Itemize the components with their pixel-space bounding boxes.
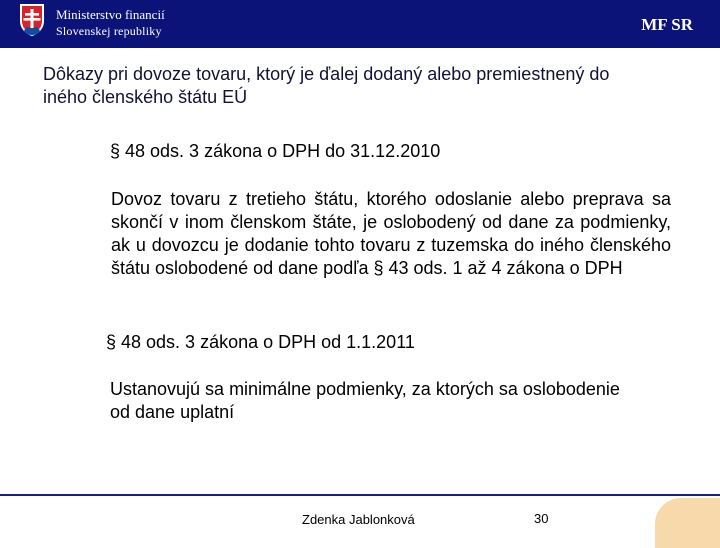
footer-corner-decoration: [655, 498, 720, 548]
header-bar: [0, 0, 720, 48]
slide-title: Dôkazy pri dovoze tovaru, ktorý je ďalej dodaný alebo premiestnený do iného členského štátu EÚ: [43, 64, 610, 107]
slovak-coat-of-arms-icon: [18, 3, 46, 37]
section-heading-from-2011: § 48 ods. 3 zákona o DPH od 1.1.2011: [106, 332, 415, 352]
footer-divider: [0, 494, 720, 496]
ministry-abbreviation: MF SR: [641, 15, 693, 34]
ministry-name: [56, 6, 165, 40]
footer-author: Zdenka Jablonková: [302, 512, 415, 527]
section-text-from-2011: Ustanovujú sa minimálne podmienky, za ktorých sa oslobodenie od dane uplatní: [110, 379, 620, 422]
section-heading-until-2010: § 48 ods. 3 zákona o DPH do 31.12.2010: [110, 141, 441, 161]
section-text-until-2010: Dovoz tovaru z tretieho štátu, ktorého odoslanie alebo preprava sa skončí v inom členskom štáte, je oslobodený od dane za podmienky, ak u dovozcu je dodanie tohto tovaru z tuzemska do iného členského štátu oslobodené od dane podľa § 43 ods. 1 až 4 zákona o DPH: [111, 189, 671, 278]
page-number: 30: [534, 511, 549, 526]
ministry-name-line2: Slovenskej republiky: [56, 24, 162, 38]
ministry-name-line1: Ministerstvo financií: [56, 7, 165, 22]
